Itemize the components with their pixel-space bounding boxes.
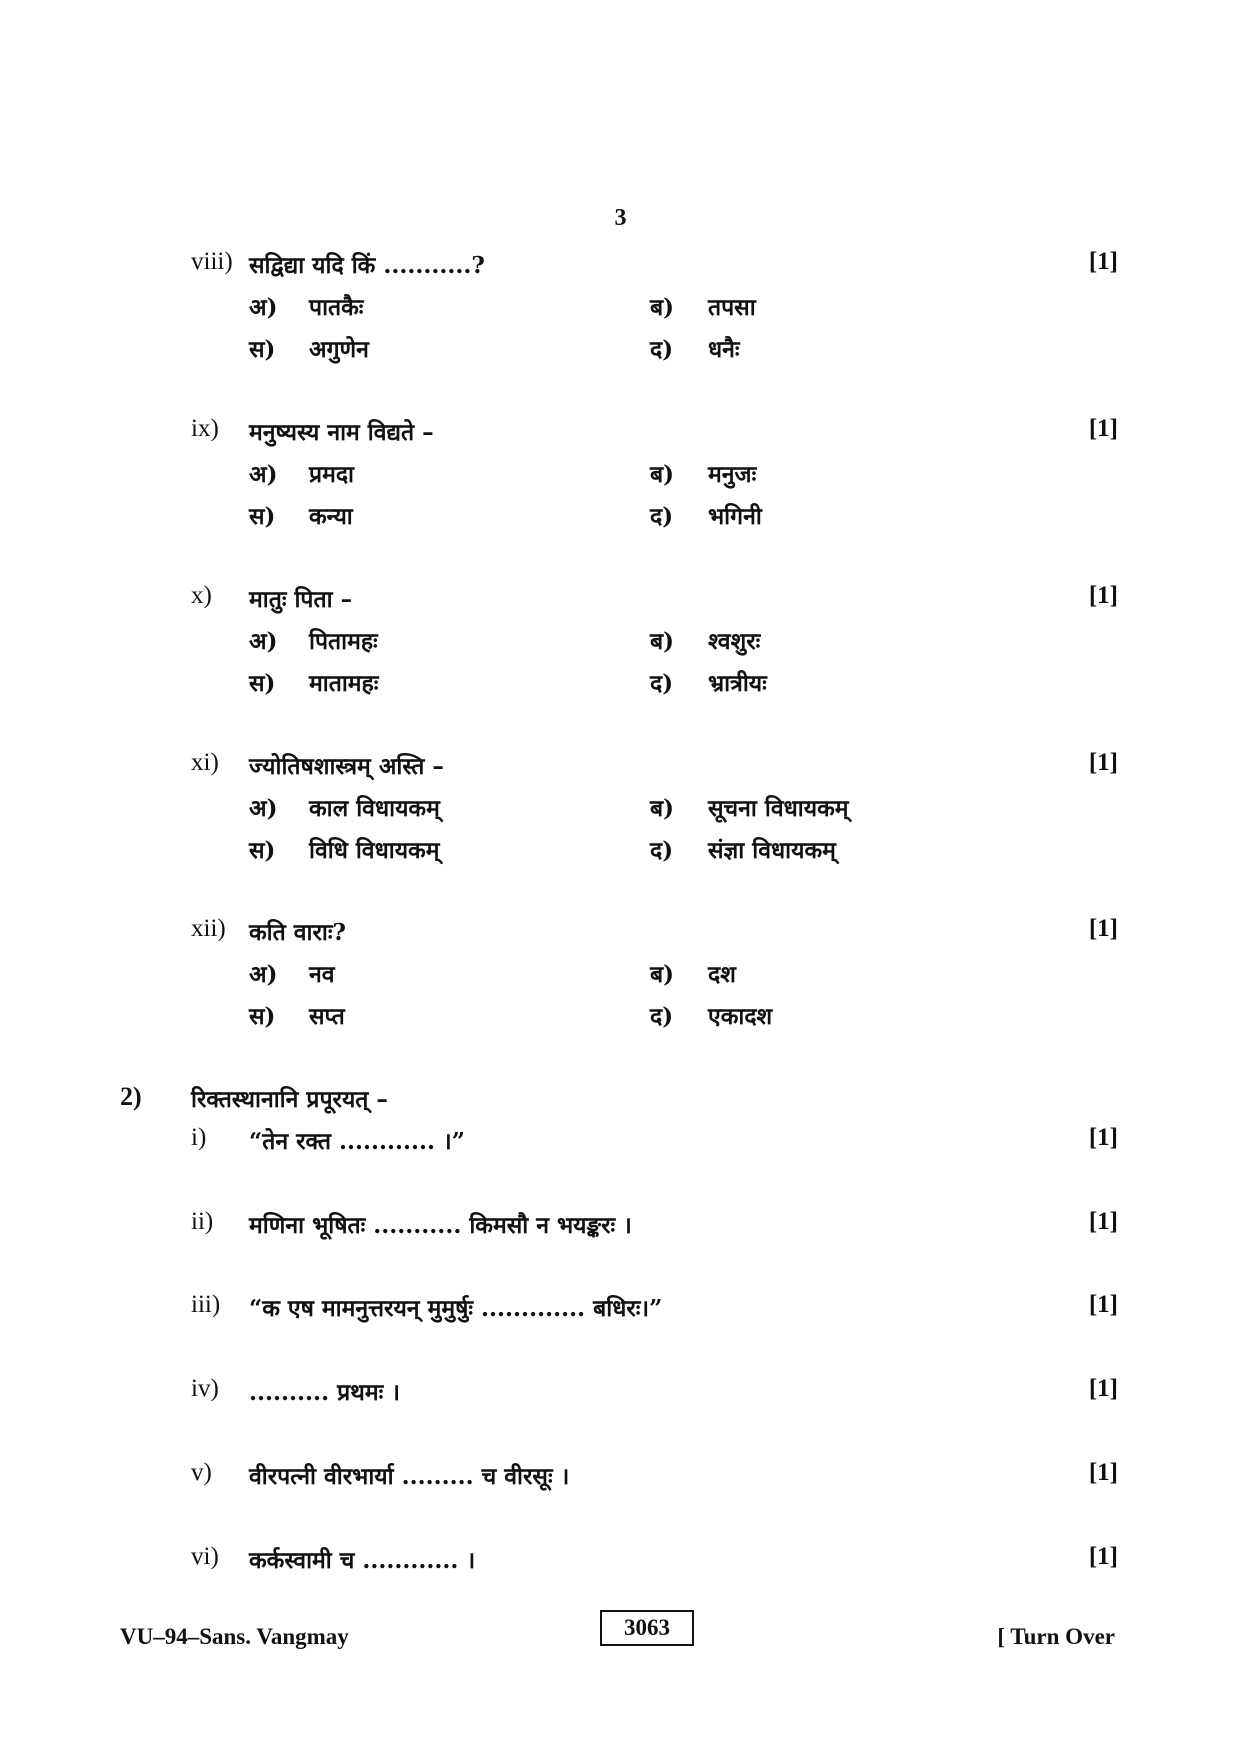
option-label: स) — [249, 336, 276, 363]
item-marks: [1] — [1088, 1543, 1118, 1570]
question-number: ix) — [191, 415, 219, 442]
option-label: स) — [249, 503, 276, 530]
option-label: ब) — [650, 628, 675, 655]
option-label: ब) — [650, 961, 675, 988]
option-text: मातामहः — [309, 670, 379, 697]
option-label: द) — [650, 670, 674, 697]
option-label: स) — [249, 837, 276, 864]
item-marks: [1] — [1088, 1208, 1118, 1235]
item-text: .......... प्रथमः । — [249, 1379, 400, 1406]
question-text: ज्योतिषशास्त्रम् अस्ति – — [249, 753, 444, 780]
question-number: x) — [191, 582, 212, 609]
option-text: पितामहः — [309, 628, 378, 655]
option-label: अ) — [249, 961, 278, 988]
item-number: v) — [191, 1459, 212, 1486]
option-text: कन्या — [309, 503, 353, 530]
item-text: कर्कस्वामी च ............ । — [249, 1547, 476, 1574]
item-number: iv) — [191, 1375, 219, 1402]
option-text: प्रमदा — [309, 461, 355, 488]
option-text: धनैः — [708, 336, 740, 363]
question-marks: [1] — [1088, 749, 1118, 776]
paper-code-box: 3063 — [600, 1610, 694, 1646]
option-text: मनुजः — [708, 461, 757, 488]
item-text: “क एष मामनुत्तरयन् मुमुर्षुः ............. बधिरः।” — [249, 1295, 663, 1322]
turn-over-label: [ Turn Over — [997, 1624, 1115, 1649]
option-label: अ) — [249, 294, 278, 321]
option-text: श्वशुरः — [708, 628, 761, 655]
option-text: भ्रात्रीयः — [708, 670, 767, 697]
item-marks: [1] — [1088, 1124, 1118, 1151]
section-number: 2) — [120, 1082, 142, 1111]
option-text: पातकैः — [309, 294, 364, 321]
question-text: सद्विद्या यदि किं ...........? — [249, 252, 485, 279]
option-text: तपसा — [708, 294, 756, 321]
option-text: सप्त — [309, 1003, 345, 1030]
option-label: अ) — [249, 461, 278, 488]
option-label: द) — [650, 837, 674, 864]
item-marks: [1] — [1088, 1291, 1118, 1318]
option-label: स) — [249, 670, 276, 697]
item-number: ii) — [191, 1208, 214, 1235]
item-marks: [1] — [1088, 1375, 1118, 1402]
question-text: मातुः पिता – — [249, 586, 353, 613]
question-text: कति वाराः? — [249, 919, 346, 946]
question-marks: [1] — [1088, 582, 1118, 609]
question-marks: [1] — [1088, 248, 1118, 275]
item-text: मणिना भूषितः ........... किमसौ न भयङ्करः । — [249, 1212, 632, 1239]
item-number: iii) — [191, 1291, 221, 1318]
question-number: viii) — [191, 248, 233, 275]
option-text: दश — [708, 961, 736, 988]
option-text: काल विधायकम् — [309, 795, 440, 822]
item-marks: [1] — [1088, 1459, 1118, 1486]
question-marks: [1] — [1088, 415, 1118, 442]
item-text: “तेन रक्त ............ ।” — [249, 1128, 466, 1155]
option-label: द) — [650, 503, 674, 530]
question-marks: [1] — [1088, 915, 1118, 942]
option-text: एकादश — [708, 1003, 773, 1030]
paper-code-label: VU–94–Sans. Vangmay — [120, 1624, 349, 1649]
question-number: xii) — [191, 915, 226, 942]
option-label: स) — [249, 1003, 276, 1030]
option-text: संज्ञा विधायकम् — [708, 837, 836, 864]
option-text: सूचना विधायकम् — [708, 795, 849, 822]
option-label: ब) — [650, 795, 675, 822]
option-label: अ) — [249, 795, 278, 822]
option-text: भगिनी — [708, 503, 762, 530]
option-label: अ) — [249, 628, 278, 655]
option-text: अगुणेन — [309, 336, 369, 363]
item-number: vi) — [191, 1543, 219, 1570]
option-label: द) — [650, 336, 674, 363]
question-text: मनुष्यस्य नाम विद्यते – — [249, 419, 434, 446]
option-label: ब) — [650, 461, 675, 488]
option-text: नव — [309, 961, 335, 988]
option-label: ब) — [650, 294, 675, 321]
section-title: रिक्तस्थानानि प्रपूरयत् – — [191, 1086, 388, 1113]
page-number: 3 — [614, 205, 627, 231]
option-text: विधि विधायकम् — [309, 837, 440, 864]
question-number: xi) — [191, 749, 219, 776]
item-text: वीरपत्नी वीरभार्या ......... च वीरसूः । — [249, 1463, 570, 1490]
option-label: द) — [650, 1003, 674, 1030]
item-number: i) — [191, 1124, 207, 1151]
